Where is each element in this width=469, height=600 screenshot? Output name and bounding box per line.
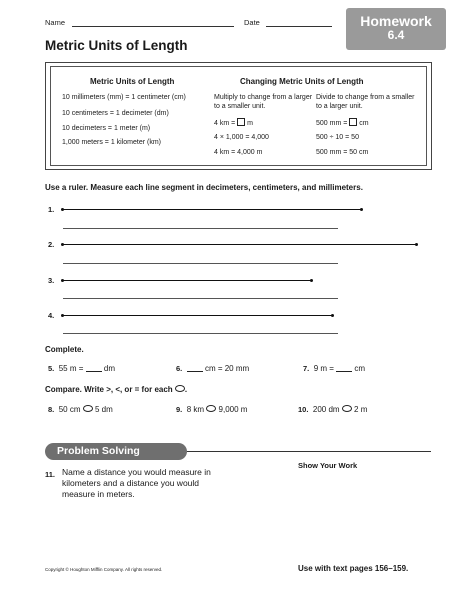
show-your-work-label: Show Your Work — [298, 461, 358, 470]
answer-blank[interactable] — [336, 363, 352, 372]
homework-number: 6.4 — [387, 28, 405, 42]
answer-line-3[interactable] — [63, 298, 338, 299]
segment-endpoint — [415, 243, 418, 246]
multiply-line-2: 4 × 1,000 = 4,000 — [214, 134, 269, 141]
complete-heading: Complete. — [45, 345, 84, 354]
item-number: 2. — [48, 240, 55, 249]
segment-endpoint — [310, 279, 313, 282]
complete-item-7: 7. 9 m = cm — [303, 364, 366, 373]
empty-box-icon — [349, 118, 357, 126]
answer-line-2[interactable] — [63, 263, 338, 264]
empty-box-icon — [237, 118, 245, 126]
answer-line-1[interactable] — [63, 228, 338, 229]
item-number: 11. — [45, 470, 56, 479]
homework-badge — [346, 8, 446, 50]
line-segment-4 — [62, 315, 332, 316]
divide-line-3: 500 mm = 50 cm — [316, 149, 369, 156]
homework-label: Homework — [360, 13, 432, 29]
answer-blank[interactable] — [86, 363, 102, 372]
answer-blank[interactable] — [187, 363, 203, 372]
measure-instruction: Use a ruler. Measure each line segment in decimeters, centimeters, and millimeters. — [45, 183, 363, 192]
line-segment-3 — [62, 280, 311, 281]
divide-intro: Divide to change from a smaller to a larger unit. — [316, 94, 415, 110]
divide-line-1-left: 500 mm = — [316, 120, 348, 127]
name-field-line[interactable] — [72, 26, 234, 27]
reference-line-2: 10 centimeters = 1 decimeter (dm) — [62, 110, 169, 117]
multiply-intro: Multiply to change from a larger to a smaller unit. — [214, 94, 313, 110]
item-number: 3. — [48, 276, 55, 285]
date-label: Date — [244, 18, 260, 27]
divide-line-1 — [316, 118, 369, 128]
line-segment-1 — [62, 209, 361, 210]
segment-endpoint — [331, 314, 334, 317]
reference-line-3: 10 decimeters = 1 meter (m) — [62, 125, 151, 132]
compare-oval[interactable] — [83, 405, 93, 412]
multiply-line-1-left: 4 km = — [214, 120, 236, 127]
oval-icon — [175, 385, 185, 392]
item-number: 1. — [48, 205, 55, 214]
line-segment-2 — [62, 244, 416, 245]
reference-line-4: 1,000 meters = 1 kilometer (km) — [62, 139, 162, 146]
text-pages-reference: Use with text pages 156–159. — [298, 564, 409, 573]
reference-line-1: 10 millimeters (mm) = 1 centimeter (cm) — [62, 94, 186, 101]
copyright-text: Copyright © Houghton Mifflin Company. All rights reserved. — [45, 567, 163, 572]
divide-line-2: 500 ÷ 10 = 50 — [316, 134, 359, 141]
section-divider — [187, 451, 431, 452]
name-label: Name — [45, 18, 66, 27]
page-title: Metric Units of Length — [45, 38, 188, 53]
multiply-line-1-right: m — [247, 120, 253, 127]
multiply-line-3: 4 km = 4,000 m — [214, 149, 263, 156]
compare-item-8: 8. 50 cm 5 dm — [48, 405, 113, 414]
divide-line-1-right: cm — [359, 120, 369, 127]
problem-question: Name a distance you would measure in kilometers and a distance you would measure in meters. — [62, 467, 211, 499]
answer-line-4[interactable] — [63, 333, 338, 334]
date-field-line[interactable] — [266, 26, 332, 27]
compare-heading: Compare. Write >, <, or = for each . — [45, 385, 188, 394]
complete-item-6: 6. cm = 20 mm — [176, 364, 250, 373]
reference-left-heading: Metric Units of Length — [90, 77, 175, 86]
multiply-line-1 — [214, 118, 253, 128]
compare-item-10: 10. 200 dm 2 m — [298, 405, 368, 414]
problem-solving-banner: Problem Solving — [45, 443, 187, 460]
complete-item-5: 5. 55 m = dm — [48, 364, 115, 373]
compare-item-9: 9. 8 km 9,000 m — [176, 405, 248, 414]
item-number: 4. — [48, 311, 55, 320]
segment-endpoint — [360, 208, 363, 211]
reference-right-heading: Changing Metric Units of Length — [240, 77, 364, 86]
compare-oval[interactable] — [206, 405, 216, 412]
compare-oval[interactable] — [342, 405, 352, 412]
